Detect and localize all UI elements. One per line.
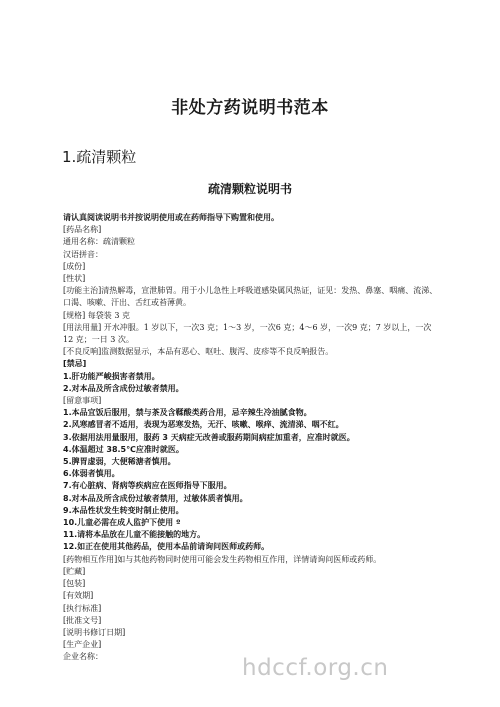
precaution-item: 3.依据用法用量服用，服药 3 天病症无改善或服药期间病症加重者，应准时就医。: [63, 432, 355, 442]
precaution-item: 8.对本品及所含成份过敏者禁用，过敏体质者慎用。: [63, 493, 248, 503]
ingredients-header: [成份]: [63, 261, 86, 271]
precaution-item: 4.体温超过 38.5℃应准时就医。: [63, 444, 184, 454]
interactions-text: [药物相互作用]如与其他药物同时使用可能会发生药物相互作用，详情请询问医师或药师。: [63, 554, 382, 564]
watermark-text: hdccf.org.cn: [242, 655, 389, 681]
company-name: 企业名称：: [63, 652, 103, 662]
leaflet-body: [63, 212, 443, 664]
page-title: 非处方药说明书范本: [171, 98, 329, 118]
contraindications-header: [禁忌]: [63, 359, 87, 369]
precaution-item: 9.本品性状发生转变时制止使用。: [63, 505, 184, 515]
precaution-item: 7.有心脏病、肾病等疾病应在医师指导下服用。: [63, 481, 232, 491]
manufacturer-header: [生产企业]: [63, 640, 102, 650]
contraindication-item: 2.对本品及所含成份过敏者禁用。: [63, 383, 184, 393]
contraindication-item: 1.肝功能严峻损害者禁用。: [63, 371, 160, 381]
standard-header: [执行标准]: [63, 603, 102, 613]
properties-header: [性状]: [63, 274, 86, 284]
specification-text: [规格] 每袋装 3 克: [63, 310, 130, 320]
precaution-item: 1.本品宜饭后服用，禁与茶及含鞣酸类药合用，忌辛辣生冷油腻食物。: [63, 408, 312, 418]
document-title: 疏清颗粒说明书: [207, 182, 292, 196]
package-header: [包装]: [63, 579, 86, 589]
precaution-item: 10.儿童必需在成人监护下使用 º: [63, 518, 181, 528]
adverse-reactions-text: [不良反响]监测数据显示，本品有恶心、呕吐、腹泻、皮疹等不良反响报告。: [63, 347, 334, 357]
precaution-item: 2.风寒感冒者不适用，表现为恶寒发热，无汗、咳嗽、喉痒、流清涕、咽不红。: [63, 420, 344, 430]
section-heading: 1.疏清颗粒: [62, 148, 137, 166]
validity-header: [有效期]: [63, 591, 94, 601]
revision-date-header: [说明书修订日期]: [63, 627, 126, 637]
usage-text: [用法用量] 开水冲服。1 岁以下，一次3 克；1～3 岁，一次6 克；4～6 岁，一次9 克；7 岁以上，一次 12 克；一日 3 次。: [63, 322, 432, 345]
pinyin-name: 汉语拼音：: [63, 249, 103, 259]
intro-text: 请认真阅读说明书并按说明使用或在药师指导下购置和使用。: [63, 213, 279, 222]
precaution-item: 12.如正在使用其他药品，使用本品前请询问医师或药师。: [63, 542, 270, 552]
indications-text: [功能主治]清热解毒，宣泄肺胃。用于小儿急性上呼吸道感染属风热证，证见：发热、鼻塞、咽痛、流涕、口渴、咳嗽、汗出、舌红或苔薄黄。: [63, 286, 438, 308]
drug-name-header: [药品名称]: [63, 225, 102, 235]
precaution-item: 11.请将本品放在儿童不能接触的地方。: [63, 530, 206, 540]
precautions-header: [留意事项]: [63, 396, 102, 406]
precaution-item: 6.体弱者慎用。: [63, 469, 120, 479]
precaution-item: 5.脾胃虚弱，大便稀溏者慎用。: [63, 457, 176, 467]
common-name: 通用名称：疏清颗粒: [63, 237, 135, 247]
storage-header: [贮藏]: [63, 566, 86, 576]
approval-number-header: [批准文号]: [63, 615, 102, 625]
